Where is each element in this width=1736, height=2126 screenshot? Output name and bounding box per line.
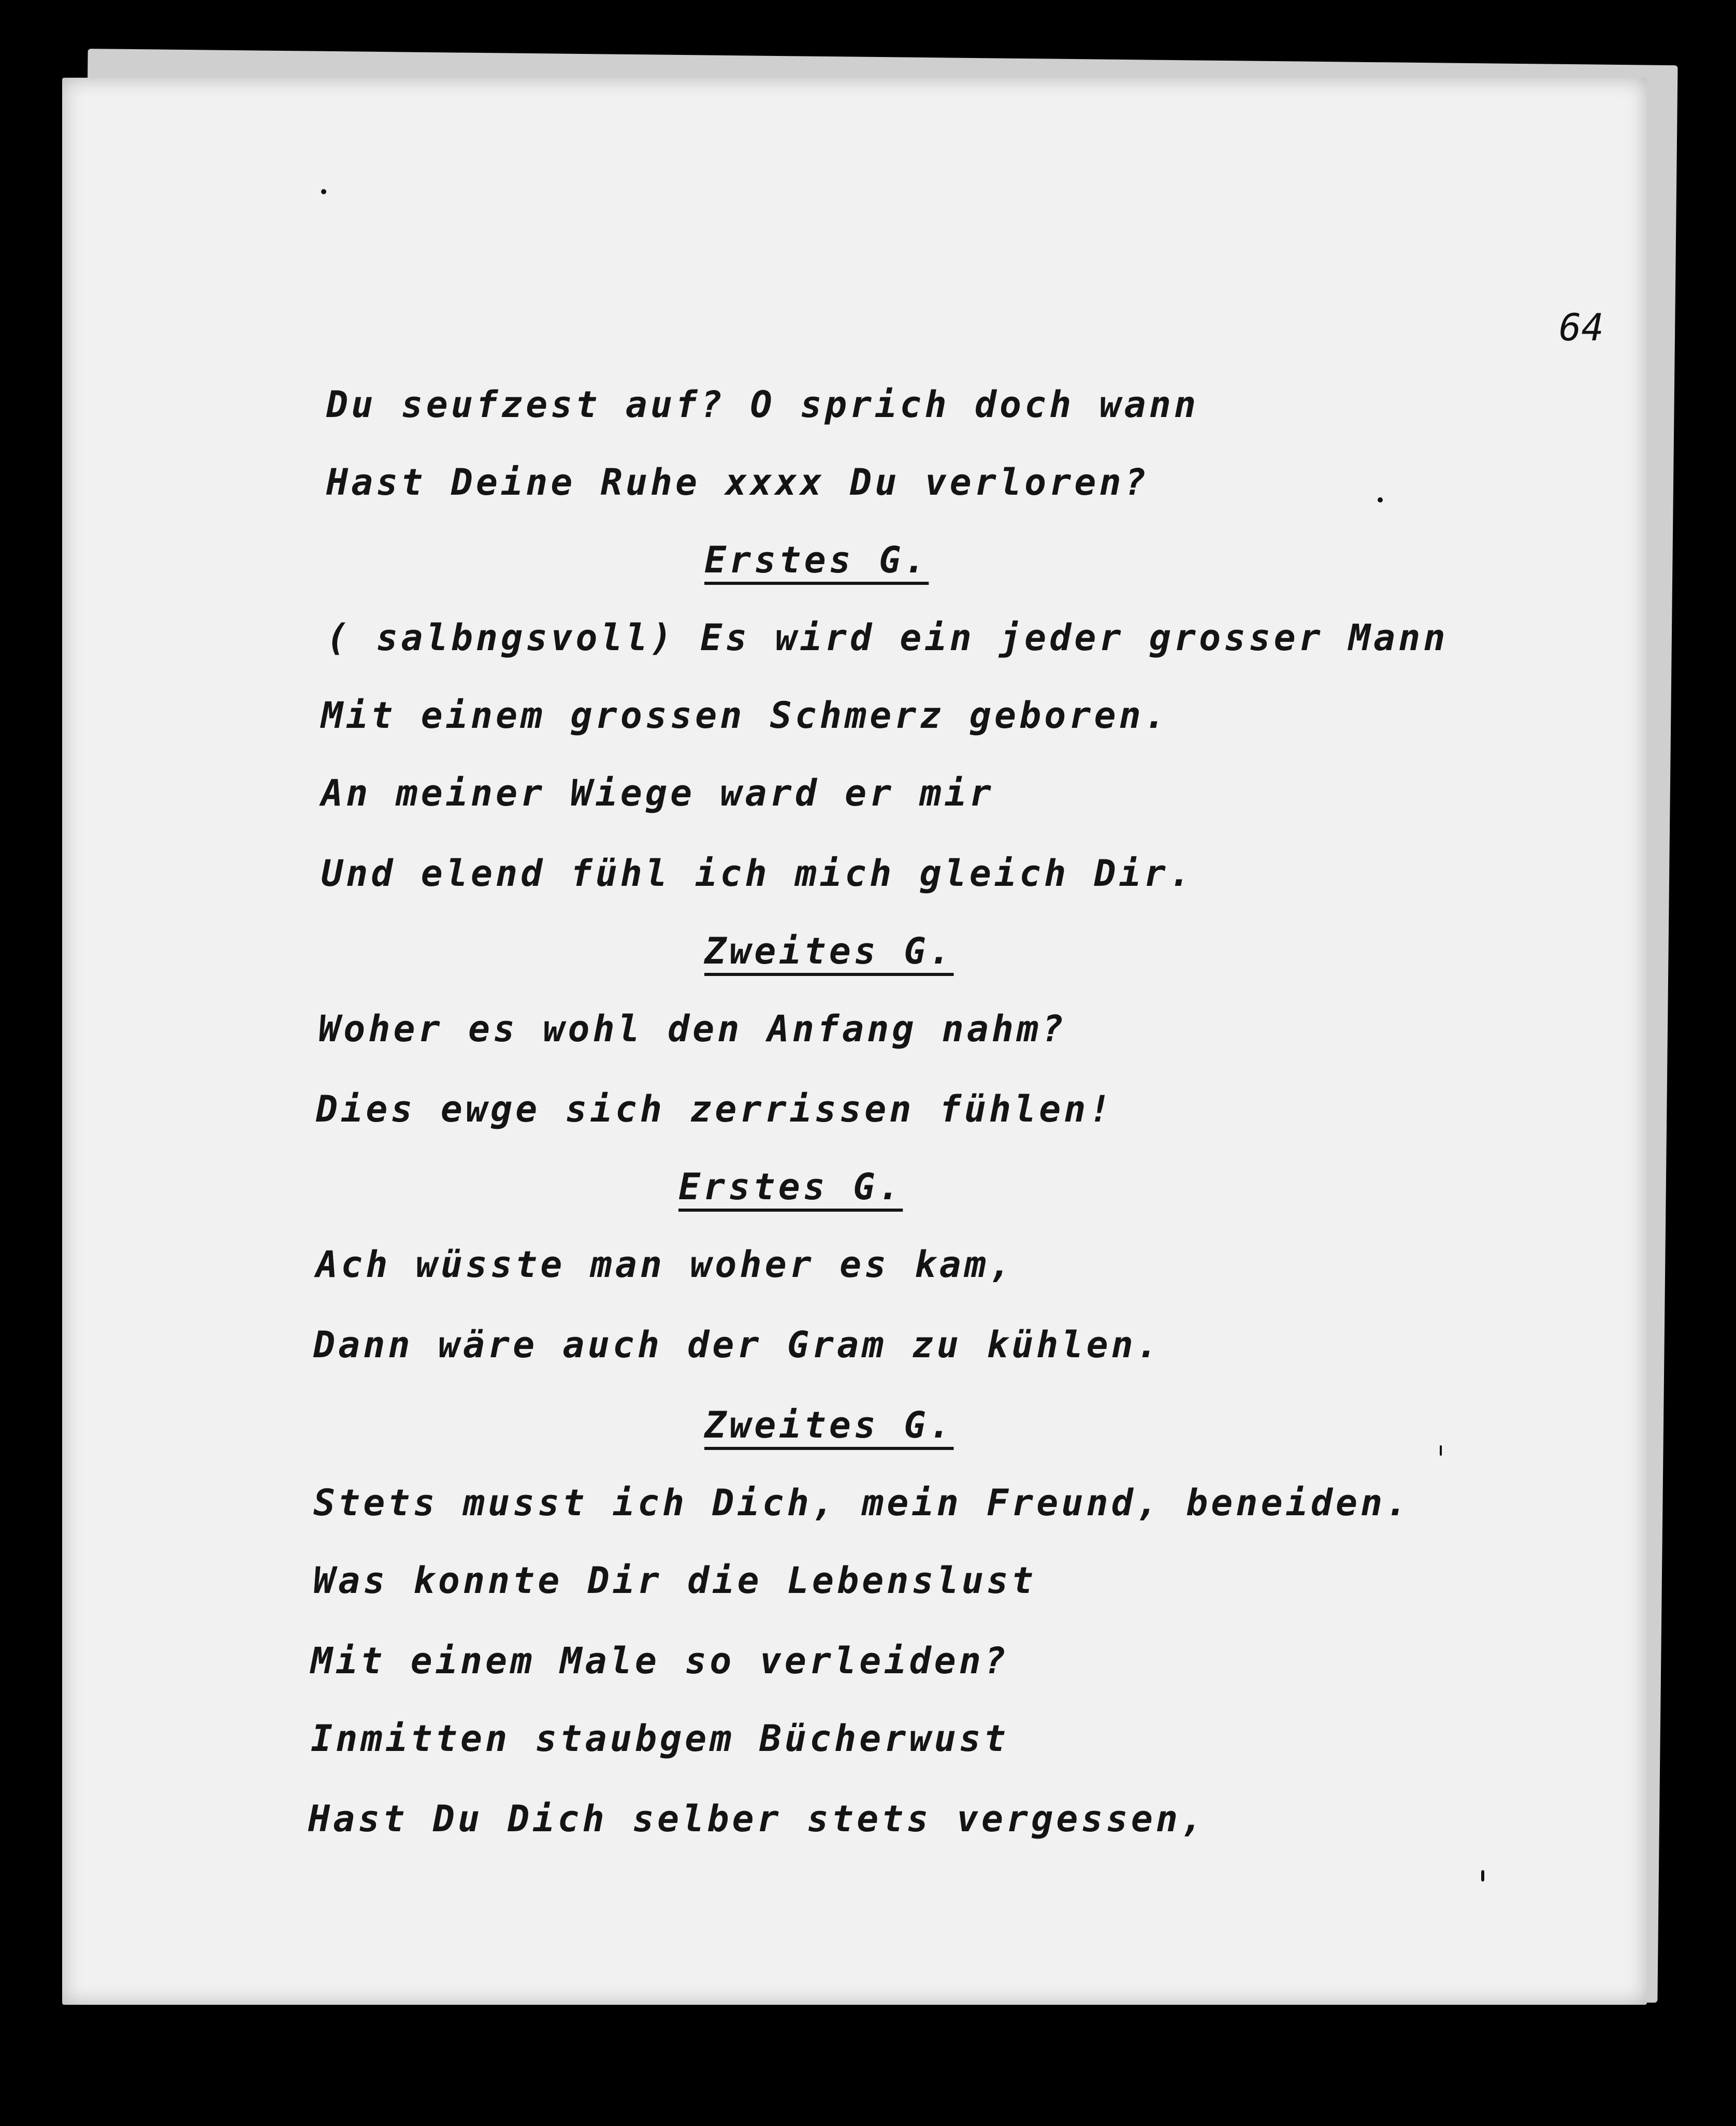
verse-line: Ach wüsste man woher es kam, — [316, 1243, 1015, 1286]
verse-line: Mit einem grossen Schmerz geboren. — [321, 694, 1169, 737]
verse-line: Inmitten staubgem Bücherwust — [311, 1717, 1009, 1760]
verse-line: ( salbngsvoll) Es wird ein jeder grosser Mann — [326, 616, 1449, 659]
speaker-heading: Zweites G. — [704, 930, 954, 972]
ink-speck — [1481, 1870, 1484, 1881]
verse-line: Hast Du Dich selber stets vergessen, — [308, 1798, 1206, 1840]
ink-speck — [1440, 1445, 1442, 1456]
verse-line: Mit einem Male so verleiden? — [311, 1640, 1009, 1682]
page-number: 64 — [1559, 306, 1604, 349]
verse-line: An meiner Wiege ward er mir — [321, 772, 994, 814]
speaker-heading: Erstes G. — [704, 539, 929, 581]
speaker-heading: Zweites G. — [704, 1404, 954, 1446]
ink-speck — [1378, 497, 1383, 502]
verse-line: Was konnte Dir die Lebenslust — [313, 1559, 1037, 1602]
verse-line: Du seufzest auf? O sprich doch wann — [326, 383, 1199, 426]
verse-line: Dies ewge sich zerrissen fühlen! — [316, 1088, 1114, 1130]
ink-speck — [321, 189, 326, 194]
speaker-heading: Erstes G. — [678, 1166, 903, 1208]
verse-line: Und elend fühl ich mich gleich Dir. — [321, 852, 1194, 895]
verse-line: Dann wäre auch der Gram zu kühlen. — [313, 1324, 1161, 1366]
document-page — [62, 78, 1647, 2005]
verse-line: Hast Deine Ruhe xxxx Du verloren? — [326, 461, 1149, 504]
verse-line: Woher es wohl den Anfang nahm? — [319, 1008, 1067, 1050]
verse-line: Stets musst ich Dich, mein Freund, beneiden. — [313, 1482, 1411, 1524]
